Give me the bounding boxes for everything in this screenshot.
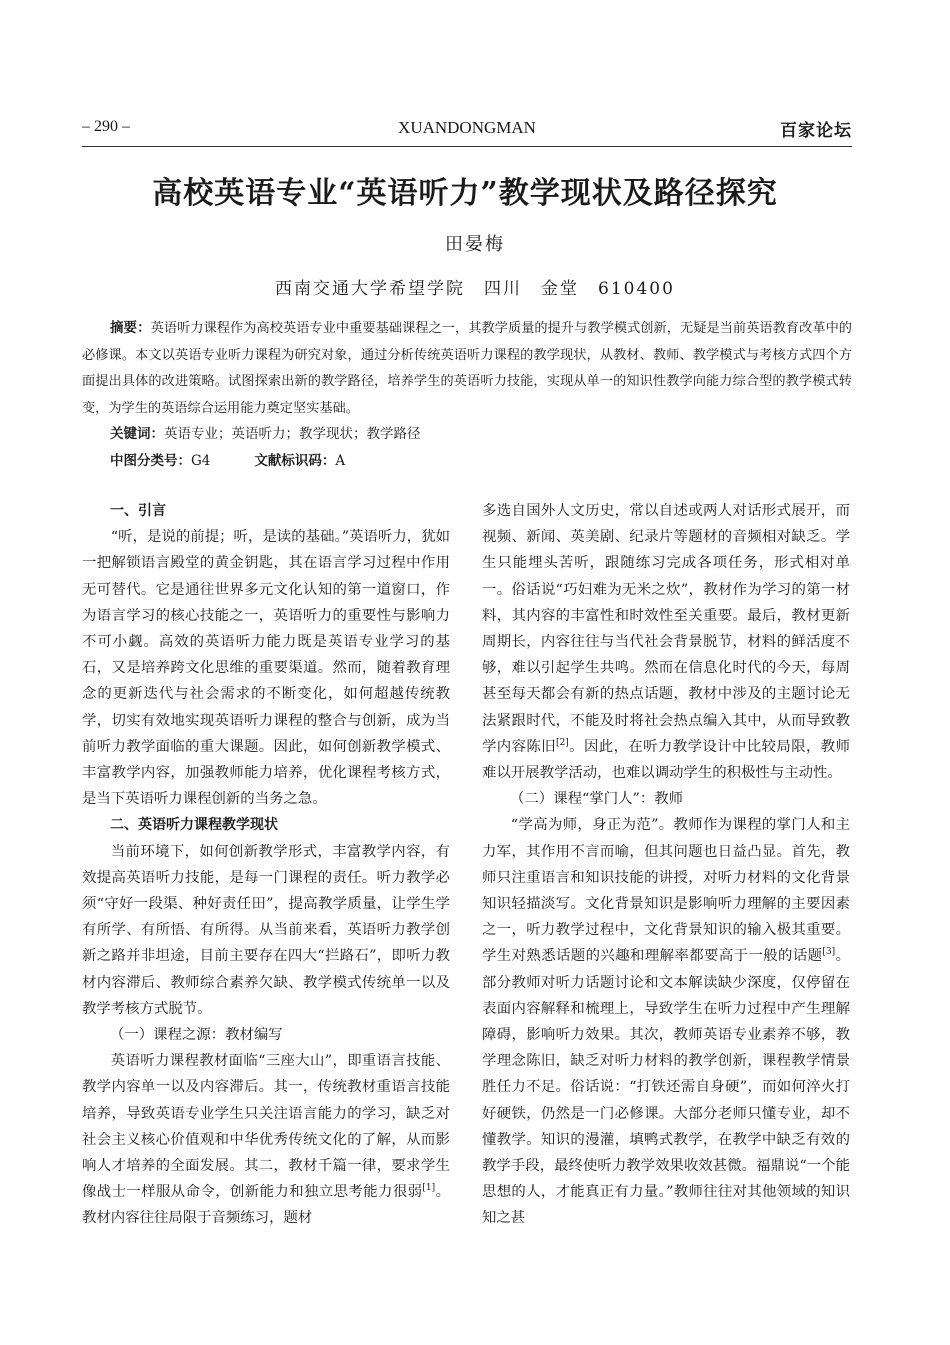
section-1-paragraph: “听，是说的前提；听，是读的基础。”英语听力，犹如一把解锁语言殿堂的黄金钥匙，其在语言学习过程中作用无可替代。它是通往世界多元文化认知的第一道窗口，作为语言学习的核心技能之一，英语听力的重要性与影响力不可小觑。高效的英语听力能力既是英语专业学习的基石，又是培养跨文化思维的重要渠道。然而，随着教育理念的更新迭代与社会需求的不断变化，如何超越传统教学，切实有效地实现英语听力课程的整合与创新，成为当前听力教学面临的重大课题。因此，如何创新教学模式、丰富教学内容，加强教师能力培养，优化课程考核方式，是当下英语听力课程创新的当务之急。 [82,529,450,808]
keywords-text: 英语专业；英语听力；教学现状；教学路径 [164,426,421,442]
page-number: – 290 – [82,118,130,135]
running-header [82,116,852,144]
journal-name: XUANDONGMAN [398,118,536,137]
clc-label: 中图分类号： [110,453,191,469]
subsection-1-paragraph [82,1048,450,1231]
paper-title: 高校英语专业“英语听力”教学现状及路径探究 [152,176,778,211]
continued-paragraph [482,498,850,786]
keywords [110,422,421,442]
author-name: 田晏梅 [445,234,505,255]
left-column [82,498,450,1232]
section-name: 百家论坛 [780,121,852,141]
subsection-1-heading: （一）课程之源：教材编写 [110,1027,283,1044]
citation-2: [2] [556,738,569,749]
keywords-label: 关键词： [110,426,164,442]
abstract [82,315,852,422]
clc-value: G4 [191,453,211,469]
doc-code-label: 文献标识码： [254,453,336,469]
subsection-2-text: “学高为师，身正为范”。教师作为课程的掌门人和主力军，其作用不言而喻，但其问题也日益凸显。首先，教师只注重语言和知识技能的讲授，对听力材料的文化背景知识轻描淡写。文化背景知识是影响听力理解的主要因素之一，听力教学过程中，文化背景知识的输入极其重要。学生对熟悉话题的兴趣和理解率都要高于一般的话题 [482,817,850,965]
citation-3: [3] [822,947,836,958]
classification [110,449,345,469]
section-2-heading: 二、英语听力课程教学现状 [110,817,278,834]
subsection-2-heading: （二）课程“掌门人”：教师 [510,791,684,808]
subsection-1-text: 英语听力课程教材面临“三座大山”，即重语言技能、教学内容单一以及内容滞后。其一，传统教材重语言技能培养，导致英语专业学生只关注语言能力的学习，缺乏对社会主义核心价值观和中华优秀传统文化的了解，从而影响人才培养的全面发展。其二，教材千篇一律，要求学生像战士一样服从命令，创新能力和独立思考能力很弱 [82,1053,450,1201]
continued-text: 多选自国外人文历史，常以自述或两人对话形式展开，而视频、新闻、英美剧、纪录片等题材的音频相对缺乏。学生只能埋头苦听，跟随练习完成各项任务，形式相对单一。俗话说“巧妇难为无米之炊”，教材作为学习的第一材料，其内容的丰富性和时效性至关重要。最后，教材更新周期长，内容往往与当代社会背景脱节，材料的鲜活度不够，难以引起学生共鸣。然而在信息化时代的今天，每周甚至每天都会有新的热点话题，教材中涉及的主题讨论无法紧跟时代，不能及时将社会热点编入其中，从而导致教学内容陈旧 [482,503,850,755]
abstract-label: 摘要： [110,320,151,336]
section-2-paragraph: 当前环境下，如何创新教学形式，丰富教学内容，有效提高英语听力技能，是每一门课程的责任。听力教学必须“守好一段渠、种好责任田”，提高教学质量，让学生学有所学、有所悟、有所得。从当前来看，英语听力教学创新之路并非坦途，目前主要存在四大“拦路石”，即听力教材内容滞后、教师综合素养欠缺、教学模式传统单一以及教学考核方式脱节。 [82,843,450,1017]
subsection-1-text-tail: 。教材内容往往局限于音频练习，题材 [82,1184,450,1227]
header-rule [82,146,852,147]
continued-text-tail: 。因此，在听力教学设计中比较局限，教师难以开展教学活动，也难以调动学生的积极性与主动性。 [482,738,850,782]
subsection-2-paragraph [482,812,850,1231]
right-column [482,498,850,1232]
citation-1: [1] [422,1183,436,1194]
abstract-text: 英语听力课程作为高校英语专业中重要基础课程之一，其教学质量的提升与教学模式创新，无疑是当前英语教育改革中的必修课。本文以英语专业听力课程为研究对象，通过分析传统英语听力课程的教学现状，从教材、教师、教学模式与考核方式四个方面提出具体的改进策略。试图探索出新的教学路径，培养学生的英语听力技能，实现从单一的知识性教学向能力综合型的教学模式转变，为学生的英语综合运用能力奠定坚实基础。 [82,321,852,416]
subsection-2-text-tail: 。部分教师对听力话题讨论和文本解读缺少深度，仅停留在表面内容解释和梳理上，导致学生在听力过程中产生理解障碍，影响听力效果。其次，教师英语专业素养不够，教学理念陈旧，缺乏对听力材料的教学创新，课程教学情景胜任力不足。俗话说：“打铁还需自身硬”，而如何淬火打好硬铁，仍然是一门必修课。大部分老师只懂专业，却不懂教学。知识的漫灌，填鸭式教学，在教学中缺乏有效的教学手段，最终使听力教学效果收效甚微。福鼎说“一个能思想的人，才能真正有力量。”教师往往对其他领域的知识知之甚 [482,948,850,1227]
doc-code-value: A [335,453,346,469]
section-1-heading: 一、引言 [110,503,166,519]
author-affiliation: 西南交通大学希望学院 四川 金堂 610400 [275,279,675,299]
